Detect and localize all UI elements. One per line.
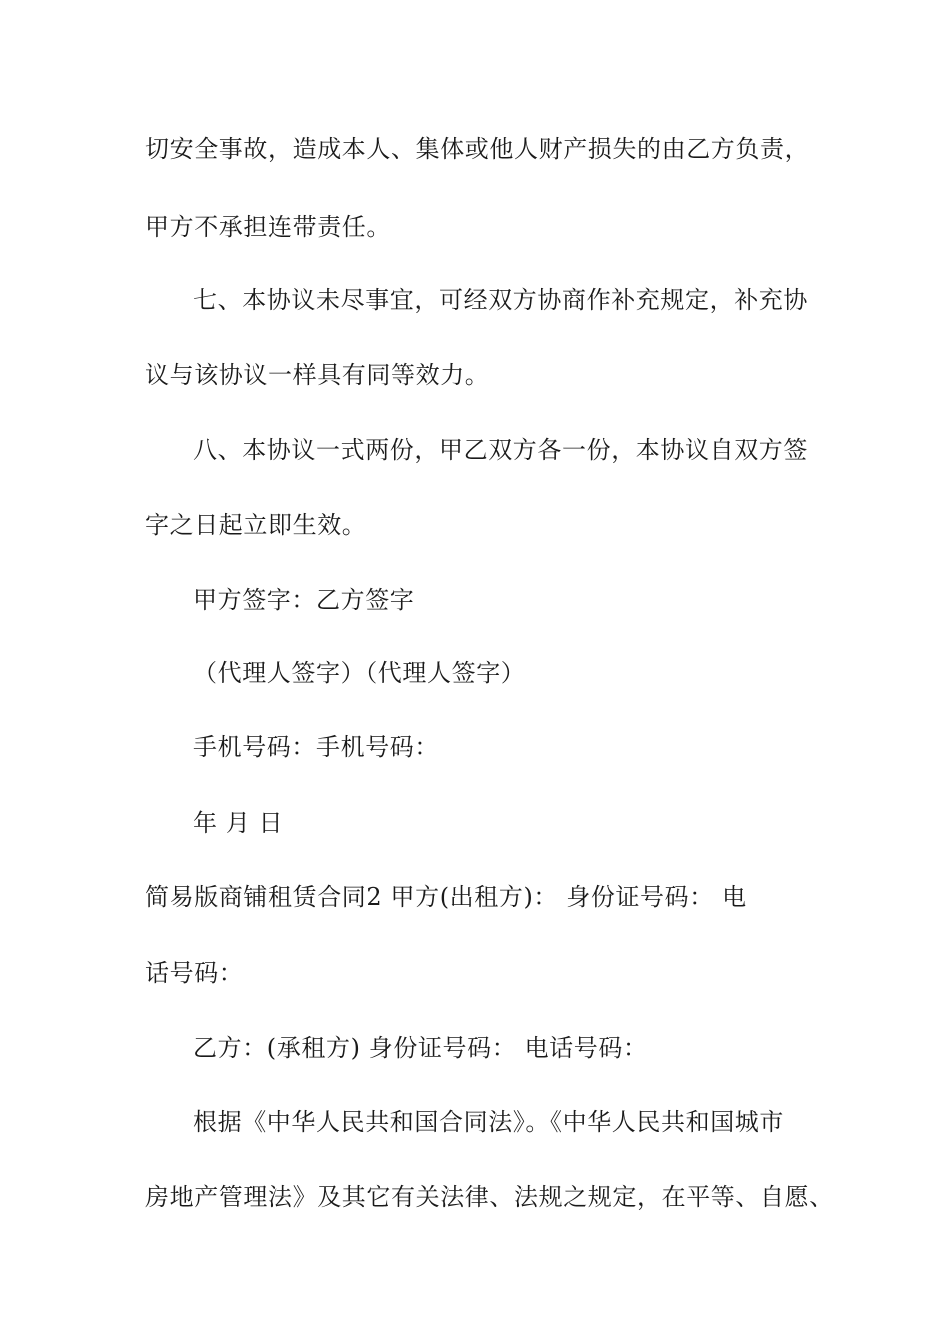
paragraph-line: 切安全事故，造成本人、集体或他人财产损失的由乙方负责， <box>145 135 810 163</box>
paragraph-line: 字之日起立即生效。 <box>145 511 367 539</box>
clause-eight: 八、本协议一式两份，甲乙双方各一份，本协议自双方签 <box>193 436 808 464</box>
paragraph-line: 甲方不承担连带责任。 <box>145 213 391 241</box>
tenant-info-line: 乙方：(承租方) 身份证号码： 电话号码： <box>193 1034 648 1062</box>
clause-seven: 七、本协议未尽事宜，可经双方协商作补充规定，补充协 <box>193 286 808 314</box>
legal-basis-line: 根据《中华人民共和国合同法》。《中华人民共和国城市 <box>193 1108 784 1136</box>
paragraph-line: 房地产管理法》及其它有关法律、法规之规定，在平等、自愿、 <box>145 1183 834 1211</box>
date-line: 年 月 日 <box>193 809 284 837</box>
phone-line: 手机号码：手机号码： <box>193 733 439 761</box>
agent-signature-line: （代理人签字）（代理人签字） <box>193 659 526 687</box>
paragraph-line: 议与该协议一样具有同等效力。 <box>145 361 490 389</box>
signature-line: 甲方签字：乙方签字 <box>193 586 415 614</box>
paragraph-line: 话号码： <box>145 959 244 987</box>
contract-heading-line: 简易版商铺租赁合同2 甲方(出租方)： 身份证号码： 电 <box>145 883 747 911</box>
